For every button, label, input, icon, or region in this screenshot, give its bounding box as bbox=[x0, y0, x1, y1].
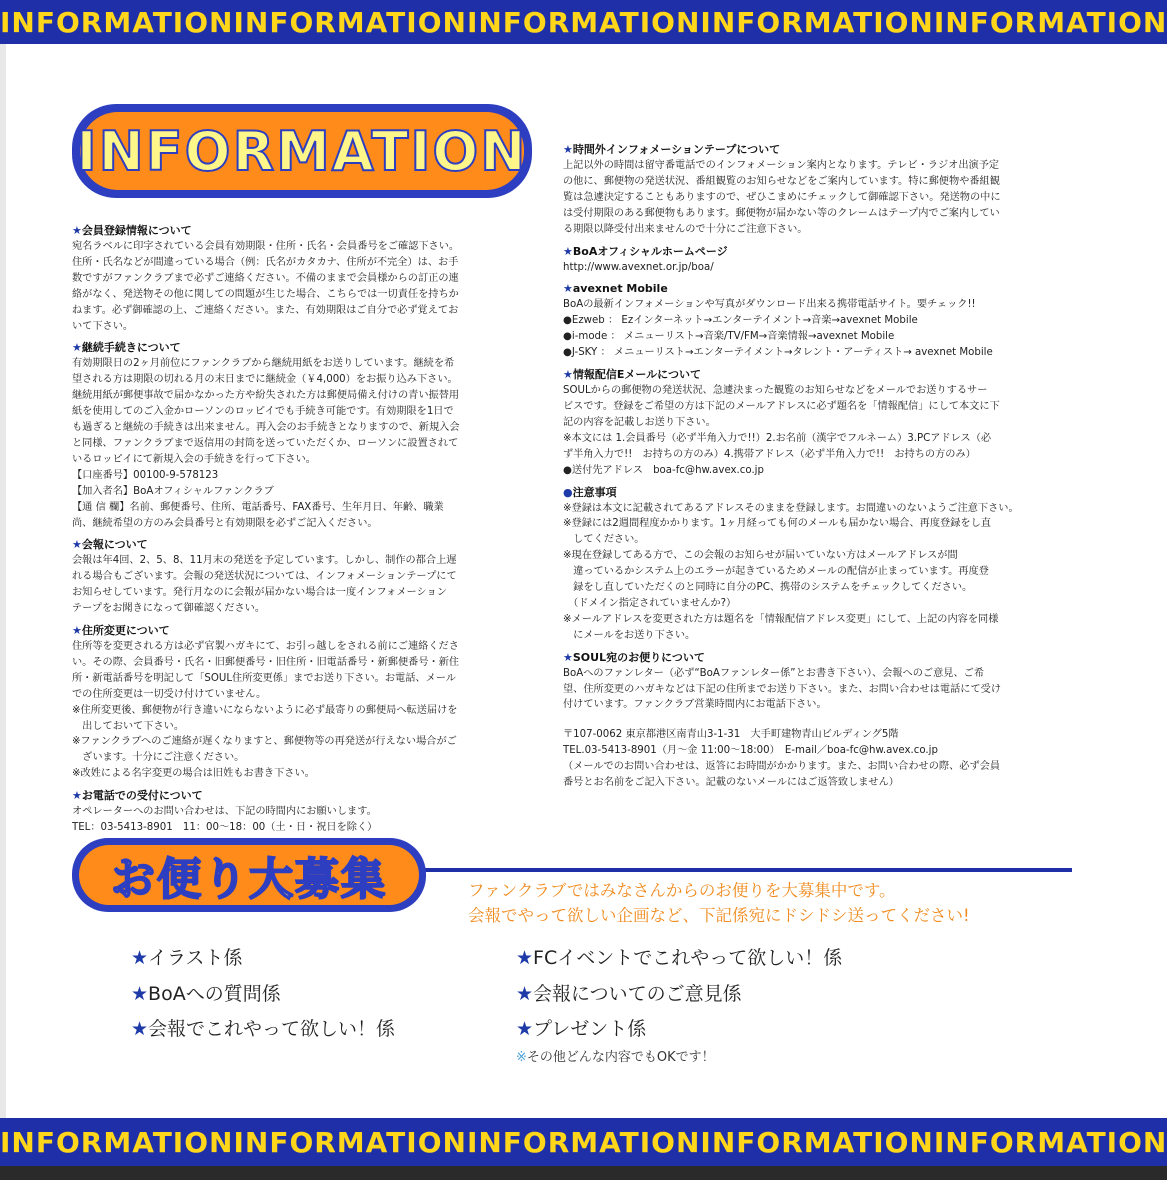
section-title: 会報について bbox=[81, 538, 148, 552]
section-title: 継続手続きについて bbox=[81, 341, 181, 355]
banner-word: INFORMATION bbox=[700, 5, 934, 39]
section-heading bbox=[563, 141, 1049, 158]
section-heading bbox=[72, 536, 532, 553]
recruit-item-label: 会報についてのご意見係 bbox=[533, 982, 742, 1005]
left-column bbox=[72, 222, 532, 841]
star-icon: ★ bbox=[72, 341, 82, 355]
section-heading bbox=[563, 484, 1049, 501]
section bbox=[72, 222, 532, 334]
section-title: 情報配信Eメールについて bbox=[572, 368, 701, 382]
star-icon: ★ bbox=[563, 143, 573, 156]
section bbox=[563, 484, 1049, 644]
section bbox=[72, 787, 532, 836]
section-heading bbox=[563, 649, 1049, 666]
star-icon: ★ bbox=[131, 947, 149, 969]
banner-word: INFORMATION bbox=[700, 1125, 934, 1159]
recruit-title: お便り大募集 bbox=[111, 854, 387, 905]
section bbox=[72, 536, 532, 617]
recruit-promo bbox=[468, 878, 1088, 928]
section bbox=[563, 366, 1049, 478]
banner-word: INFORMATION bbox=[233, 1125, 467, 1159]
section-title: BoAオフィシャルホームページ bbox=[572, 244, 728, 258]
section-title: 会員登録情報について bbox=[81, 224, 192, 237]
section-body: 有効期限日の2ヶ月前位にファンクラブから継続用紙をお送りしています。継続を希 望される方は期限の切れる月の末日までに継続金（￥4,000）をお振り込み下さい。 継続用紙が郵便事故で届かなかった方や紛失された方は郵便局備え付けの青い振替用 紙を使用してのご入金かローソンのロッピイでも手続き可能です。有効期限を1日で も過ぎると継続の手続きは出来ません。再入会のお手続きとなりますので、新規入会 と同様、ファンクラブまで返信用の封筒を送っていただくか、ローソンに設置されて いるロッピイにて新規入会の手続きを行って下さい。 【口座番号】00100-9-578123 【加入者名】BoAオフィシャルファンクラブ 【通 信 欄】名前、郵便番号、住所、電話番号、FAX番号、生年月日、年齢、職業 尚、継続希望の方のみ会員番号と有効期限を必ずご記入ください。 bbox=[72, 358, 460, 529]
logo-body bbox=[76, 112, 528, 190]
banner-word: INFORMATION bbox=[933, 5, 1167, 39]
promo-line: ファンクラブではみなさんからのお便りを大募集中です。 bbox=[468, 881, 896, 900]
section-heading bbox=[72, 222, 532, 239]
recruit-logo bbox=[72, 838, 426, 912]
recruit-items-left bbox=[131, 941, 395, 1048]
section-title: お電話での受付について bbox=[81, 789, 203, 803]
star-icon: ★ bbox=[72, 789, 82, 803]
section-body: 住所等を変更される方は必ず官製ハガキにて、お引っ越しをされる前にご連絡くださ い。その際、会員番号・氏名・旧郵便番号・旧住所・旧電話番号・新郵便番号・新住 所・新電話番号を明記して「SOUL住所変更係」までお送り下さい。お電話、メール での住所変更は一切受け付けていません。 ※住所変更後、郵便物が行き違いにならないように必ず最寄りの郵便局へ転送届けを 出しておいて下さい。 ※ファンクラブへのご連絡が遅くなりますと、郵便物等の再発送が行えない場合がご ざいます。十分にご注意ください。 ※改姓による名字変更の場合は旧姓もお書き下さい。 bbox=[72, 641, 460, 780]
note-mark-icon: ※ bbox=[516, 1050, 527, 1065]
section-heading bbox=[72, 339, 532, 356]
section-title: 時間外インフォメーションテープについて bbox=[572, 143, 781, 156]
section-body: 宛名ラベルに印字されている会員有効期限・住所・氏名・会員番号をご確認下さい。 住所・氏名などが間違っている場合（例：氏名がカタカナ、住所が不完全）は、お手 数ですがファンクラブまで必ずご連絡ください。不備のままで会員様からの訂正の連 絡がなく、発送物その他に関しての問題が生じた場合、こちらでは一切責任を持ちか ねます。必ず御確認の上、ご連絡ください。また、有効期限はご自分で必ず覚えてお いて下さい。 bbox=[72, 241, 460, 332]
right-column bbox=[563, 141, 1049, 791]
recruit-item bbox=[516, 1012, 842, 1048]
section-body: ※登録は本文に記載されてあるアドレスそのままを登録します。お間違いのないようご注意下さい。 ※登録には2週間程度かかります。1ヶ月経っても何のメールも届かない場合、再度登録をし直 してください。 ※現在登録してある方で、この会報のお知らせが届いていない方はメールアドレスが間 違っているかシステム上のエラーが起きているためメールの配信が止まっています。再度登 録をし直していただくのと同時に自分のPC、携帯のシステムをチェックしてください。 （ドメイン指定されていませんか?） ※メールアドレスを変更された方は題名を「情報配信アドレス変更」にして、上記の内容を同様 にメールをお送り下さい。 bbox=[563, 502, 1019, 641]
section bbox=[72, 339, 532, 531]
star-icon: ★ bbox=[516, 1018, 534, 1040]
promo-line: 会報でやって欲しい企画など、下記係宛にドシドシ送ってください! bbox=[468, 906, 970, 925]
recruit-logo-body bbox=[79, 845, 419, 905]
star-icon: ★ bbox=[131, 1018, 149, 1040]
section-body: BoAへのファンレター（必ず“BoAファンレター係”とお書き下さい）、会報へのご意見、ご希 望、住所変更のハガキなどは下記の住所までお送り下さい。また、お問い合わせは電話にて受け 付けています。ファンクラブ営業時間内にお電話下さい。 bbox=[563, 667, 1002, 711]
recruit-item bbox=[516, 977, 842, 1013]
star-icon: ★ bbox=[72, 624, 82, 638]
logo-text: INFORMATION bbox=[76, 119, 528, 183]
homepage-url[interactable]: http://www.avexnet.or.jp/boa/ bbox=[563, 261, 714, 273]
recruit-item-label: 会報でこれやって欲しい！係 bbox=[148, 1018, 396, 1040]
divider-line bbox=[412, 868, 1072, 872]
recruit-items-right bbox=[516, 941, 842, 1048]
page-edge bbox=[0, 44, 6, 1118]
information-logo bbox=[72, 104, 532, 198]
banner-word: INFORMATION bbox=[466, 1125, 701, 1159]
star-icon: ★ bbox=[131, 982, 149, 1005]
recruit-note bbox=[516, 1046, 715, 1065]
section-heading bbox=[563, 280, 1049, 297]
banner-word: INFORMATION bbox=[933, 1125, 1167, 1159]
section-title: 注意事項 bbox=[572, 485, 617, 499]
star-icon: ★ bbox=[563, 650, 573, 664]
star-icon: ★ bbox=[563, 244, 573, 258]
star-icon: ★ bbox=[516, 947, 534, 969]
section-heading bbox=[563, 243, 1049, 260]
recruit-item bbox=[516, 941, 842, 977]
star-icon: ★ bbox=[563, 368, 573, 382]
section-heading bbox=[72, 787, 532, 804]
bullet-icon: ● bbox=[563, 485, 573, 499]
section-body: オペレーターへのお問い合わせは、下記の時間内にお願いします。 TEL：03-5413-8901 11：00〜18：00（土・日・祝日を除く） bbox=[72, 806, 378, 834]
section bbox=[563, 280, 1049, 361]
section-body: 上記以外の時間は留守番電話でのインフォメーション案内となります。テレビ・ラジオ出演予定 の他に、郵便物の発送状況、番組観覧のお知らせなどをご案内しています。特に郵便物や番組観 覧は急遽決定することもありますので、ぜひこまめにチェックして御確認下さい。発送物の中に は受付期限のある郵便物もあります。郵便物が届かない等のクレームはテープ内でご案内してい る期限以降受付出来ませんので十分にご注意下さい。 bbox=[563, 160, 1001, 235]
star-icon: ★ bbox=[72, 538, 82, 552]
section-title: avexnet Mobile bbox=[572, 282, 668, 296]
section-title: 住所変更について bbox=[81, 624, 170, 638]
recruit-item-label: イラスト係 bbox=[148, 947, 243, 969]
recruit-item bbox=[131, 977, 395, 1013]
banner-word: INFORMATION bbox=[466, 5, 701, 39]
section-body: 会報は年4回、2、5、8、11月末の発送を予定しています。しかし、制作の都合上遅 れる場合もございます。会報の発送状況については、インフォメーションテープにて お知らせしています。発行月なのに会報が届かない場合は一度インフォメーション テープをお聞きになって御確認ください。 bbox=[72, 555, 457, 615]
banner-word: INFORMATION bbox=[0, 5, 234, 39]
recruit-item bbox=[131, 941, 395, 977]
star-icon: ★ bbox=[72, 224, 82, 237]
section-title: SOUL宛のお便りについて bbox=[572, 650, 705, 664]
recruit-item bbox=[131, 1012, 395, 1048]
scan-edge bbox=[0, 1166, 1167, 1180]
section-body: SOULからの郵便物の発送状況、急遽決まった観覧のお知らせなどをメールでお送りするサー ビスです。登録をご希望の方は下記のメールアドレスに必ず題名を「情報配信」にして本文に下 記の内容を記載しお送り下さい。 ※本文には 1.会員番号（必ず半角入力で!!）2.お名前（漢字でフルネーム）3.PCアドレス（必 ず半角入力で!! お持ちの方のみ）4.携帯アドレス（必ず半角入力で!! お持ちの方のみ） ●送付先アドレス boa-fc@hw.avex.co.jp bbox=[563, 385, 1000, 476]
star-icon: ★ bbox=[516, 982, 534, 1005]
recruit-item-label: BoAへの質問係 bbox=[148, 982, 281, 1005]
section bbox=[563, 243, 1049, 276]
recruit-item-label: プレゼント係 bbox=[533, 1018, 647, 1040]
section bbox=[72, 622, 532, 782]
bottom-banner bbox=[0, 1118, 1167, 1166]
top-banner bbox=[0, 0, 1167, 44]
star-icon: ★ bbox=[563, 282, 573, 296]
banner-word: INFORMATION bbox=[0, 1125, 234, 1159]
section bbox=[563, 649, 1049, 714]
section bbox=[563, 141, 1049, 238]
section-heading bbox=[72, 622, 532, 639]
recruit-item-label: FCイベントでこれやって欲しい！係 bbox=[533, 947, 843, 969]
contact-address: 〒107-0062 東京都港区南青山3-1-31 大手町建物青山ビルディング5階 TEL.03-5413-8901（月〜金 11:00〜18:00） E-mail／boa-fc@hw.avex.co.jp （メールでのお問い合わせは、返答にお時間がかかります。また、お問い合わせの際、必ず会員 番号とお名前をご記入下さい。記載のないメールにはご返答致しません） bbox=[563, 729, 1001, 789]
note-text: その他どんな内容でもOKです！ bbox=[526, 1050, 715, 1065]
banner-word: INFORMATION bbox=[233, 5, 467, 39]
section-body: BoAの最新インフォメーションや写真がダウンロード出来る携帯電話サイト。要チェック!! ●Ezweb ： Ezインターネット→エンターテイメント→音楽→avexnet Mobile ●i-mode ： メニューリスト→音楽/TV/FM→音楽情報→avexnet Mobile ●J-SKY ： メニューリスト→エンターテイメント→タレント・アーティスト→ avexnet Mobile bbox=[563, 299, 993, 359]
section-heading bbox=[563, 366, 1049, 383]
